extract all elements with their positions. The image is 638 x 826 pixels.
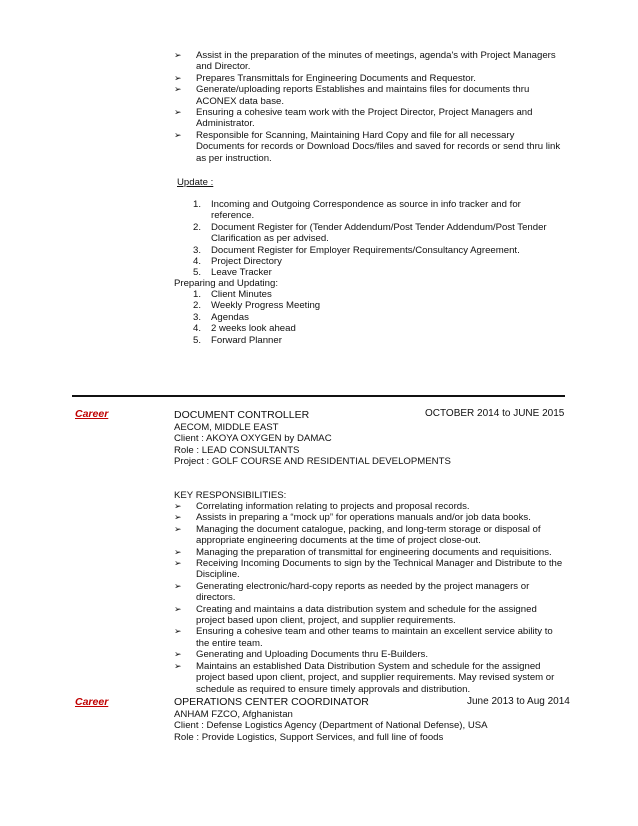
list-item: 2. Weekly Progress Meeting xyxy=(193,300,321,312)
list-item: 3. Agendas xyxy=(193,311,249,323)
list-item: ➢ Assists in preparing a “mock up” for operations manuals and/or job data books. xyxy=(174,512,531,524)
company: AECOM, MIDDLE EAST xyxy=(174,422,279,433)
client: Client : AKOYA OXYGEN by DAMAC xyxy=(174,433,332,445)
arrow-bullet-icon: ➢ xyxy=(174,512,182,523)
job-title: DOCUMENT CONTROLLER xyxy=(174,409,310,421)
arrow-bullet-icon: ➢ xyxy=(174,107,182,118)
update-list xyxy=(193,199,563,279)
list-item: ➢ Generating and Uploading Documents thru E-Builders. xyxy=(174,649,428,661)
list-item: ➢ Ensuring a cohesive team and other teams to maintain an excellent service ability to the entire team. xyxy=(174,626,553,649)
list-item: 2. Document Register for (Tender Addendum/Post Tender Addendum/Post Tender Clarification as per advised. xyxy=(193,221,547,245)
list-item: ➢ Managing the preparation of transmittal for engineering documents and requisitions. xyxy=(174,546,552,558)
list-item: 5. Leave Tracker xyxy=(193,267,272,279)
arrow-bullet-icon: ➢ xyxy=(174,603,182,614)
job-dates: OCTOBER 2014 to JUNE 2015 xyxy=(425,408,565,419)
career-label: Career xyxy=(75,408,109,420)
arrow-bullet-icon: ➢ xyxy=(174,523,182,534)
list-item: 1. Incoming and Outgoing Correspondence as source in info tracker and for reference. xyxy=(193,199,521,222)
section-divider xyxy=(72,395,565,397)
arrow-bullet-icon: ➢ xyxy=(174,501,182,511)
arrow-bullet-icon: ➢ xyxy=(174,546,182,557)
role: Role : Provide Logistics, Support Services, and full line of foods xyxy=(174,731,444,743)
list-item: ➢ Ensuring a cohesive team work with the Project Director, Project Managers and Administrator. xyxy=(174,107,533,130)
list-item: ➢ Maintains an established Data Distribution System and schedule for the assigned project based upon client, project, and supplier requirements. May revised system or schedule as required to ensure timely approvals and distribution. xyxy=(174,660,555,695)
job-responsibilities-list xyxy=(174,501,566,695)
arrow-bullet-icon: ➢ xyxy=(174,649,182,660)
list-item: ➢ Generate/uploading reports Establishes and maintains files for documents thru ACONEX data base. xyxy=(174,84,530,107)
prep-list xyxy=(193,289,563,346)
list-item: ➢ Prepares Transmittals for Engineering Documents and Requestor. xyxy=(174,72,476,84)
arrow-bullet-icon: ➢ xyxy=(174,50,182,60)
list-item: ➢ Managing the document catalogue, packing, and long-term storage or disposal of appropriate engineering documents at the time of project close-out. xyxy=(174,523,541,547)
job-title: OPERATIONS CENTER COORDINATOR xyxy=(174,696,369,708)
company: ANHAM FZCO, Afghanistan xyxy=(174,709,293,720)
list-item: ➢ Receiving Incoming Documents to sign by the Technical Manager and Distribute to the Discipline. xyxy=(174,558,563,581)
arrow-bullet-icon: ➢ xyxy=(174,580,182,591)
arrow-bullet-icon: ➢ xyxy=(174,84,182,95)
list-item: ➢ Correlating information relating to projects and proposal records. xyxy=(174,501,470,512)
project: Project : GOLF COURSE AND RESIDENTIAL DEVELOPMENTS xyxy=(174,456,451,468)
list-item: ➢ Assist in the preparation of the minutes of meetings, agenda's with Project Managers and Director. xyxy=(174,50,556,73)
top-responsibilities-list xyxy=(174,50,564,164)
prep-heading: Preparing and Updating: xyxy=(174,278,279,289)
arrow-bullet-icon: ➢ xyxy=(174,72,182,83)
arrow-bullet-icon: ➢ xyxy=(174,626,182,637)
arrow-bullet-icon: ➢ xyxy=(174,660,182,671)
update-heading: Update : xyxy=(177,177,214,188)
list-item: ➢ Generating electronic/hard-copy reports as needed by the project managers or directors. xyxy=(174,580,530,604)
client: Client : Defense Logistics Agency (Department of National Defense), USA xyxy=(174,720,488,732)
job-dates: June 2013 to Aug 2014 xyxy=(467,696,570,707)
arrow-bullet-icon: ➢ xyxy=(174,558,182,569)
career-label: Career xyxy=(75,696,109,708)
list-item: 4. Project Directory xyxy=(193,256,282,268)
job-details xyxy=(174,422,564,468)
job-details xyxy=(174,709,564,743)
list-item: 1. Client Minutes xyxy=(193,289,272,300)
responsibilities-heading: KEY RESPONSIBILITIES: xyxy=(174,490,287,501)
arrow-bullet-icon: ➢ xyxy=(174,129,182,140)
list-item: 3. Document Register for Employer Requirements/Consultancy Agreement. xyxy=(193,244,520,256)
list-item: 5. Forward Planner xyxy=(193,334,282,346)
list-item: 4. 2 weeks look ahead xyxy=(193,323,296,335)
role: Role : LEAD CONSULTANTS xyxy=(174,444,300,456)
list-item: ➢ Creating and maintains a data distribution system and schedule for the assigned project based upon client, project, and supplier requirements. xyxy=(174,603,537,627)
list-item: ➢ Responsible for Scanning, Maintaining Hard Copy and file for all necessary Documents for records or Download Docs/files and saved for records or send thru link as per instruction. xyxy=(174,129,561,164)
